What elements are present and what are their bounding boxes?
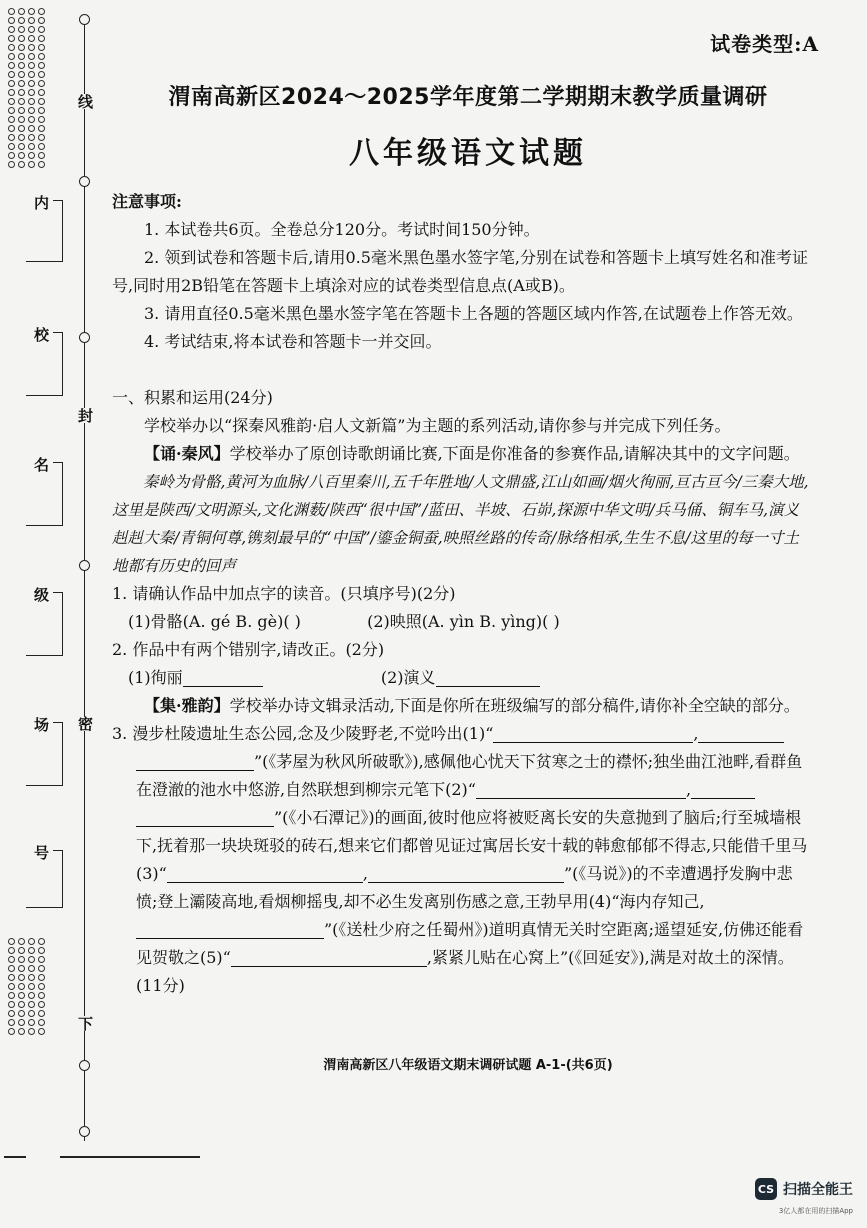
perforation-dot [18, 152, 25, 159]
perforation-dot [28, 35, 35, 42]
perforation-dot [18, 992, 25, 999]
task-tag: 【集·雅韵】 [144, 696, 230, 715]
question-3: 3. 漫步杜陵遗址生态公园,念及少陵野老,不觉吟出(1)“ , ”(《茅屋为秋风所破歌》),感佩他心忧天下贫寒之士的襟怀;独坐曲江池畔,看群鱼在澄澈的池水中悠游,自然联想到柳宗元笔下(2)“ , ”(《小石潭记》)的画面,彼时他应将被贬离长安的失意抛到了脑后;行至城墙根下,抚着那一块块斑驳的砖石,想来它们都曾见证过寓居长安十载的韩愈郁郁不得志,只能借千里马(3)“ , ”(《马说》)的不幸遭遇抒发胸中悲愤;登上灞陵高地,看烟柳摇曳,却不必生发离别伤感之意,王勃早用(4)“海内存知己,”(《送杜少府之任蜀州》)道明真情无关时空距离;遥望延安,仿佛还能看见贺敬之(5)“ ,紧紧儿贴在心窝上”(《回延安》),满是对故土的深情。(11分) [112, 724, 808, 995]
binding-strip: 线 封 密 下 内 校 名 级 场 号 [0, 0, 108, 1150]
perforation-dot [18, 974, 25, 981]
perforation-dot [8, 947, 15, 954]
perforation-dot [38, 53, 45, 60]
perforation-dot [18, 80, 25, 87]
binding-hole [79, 332, 90, 343]
perforation-dot [28, 992, 35, 999]
perforation-dot [8, 974, 15, 981]
perforation-dot [8, 26, 15, 33]
perforation-dot [8, 152, 15, 159]
answer-blank[interactable] [493, 724, 693, 743]
perforation-dot [28, 89, 35, 96]
notes-heading: 注意事项: [112, 192, 182, 211]
note-item: 1. 本试卷共6页。全卷总分120分。考试时间150分钟。 [144, 220, 540, 239]
q1-option-a: (1)骨骼(A. gé B. gè)( ) [128, 612, 301, 631]
perforation-dot [38, 44, 45, 51]
perforation-dot [18, 17, 25, 24]
answer-blank[interactable] [691, 780, 755, 799]
perforation-dot [28, 965, 35, 972]
perforation-dot [38, 152, 45, 159]
perforation-dot [8, 62, 15, 69]
binding-hole [79, 1126, 90, 1137]
perforation-dot [18, 143, 25, 150]
perforation-dot [38, 1001, 45, 1008]
question-2: 2. 作品中有两个错别字,请改正。(2分) [112, 640, 385, 659]
perforation-dot [18, 965, 25, 972]
perforation-dot [8, 1010, 15, 1017]
perforation-dot [18, 62, 25, 69]
perforation-dot [38, 116, 45, 123]
perforation-dot [18, 956, 25, 963]
answer-blank[interactable] [368, 864, 564, 883]
answer-blank[interactable] [476, 780, 686, 799]
exam-body [112, 188, 810, 1000]
perforation-dot [38, 71, 45, 78]
perforation-dot [18, 1010, 25, 1017]
perforation-dot [28, 1019, 35, 1026]
perforation-dot [28, 26, 35, 33]
perforation-dot [38, 938, 45, 945]
perforation-dot [8, 983, 15, 990]
scan-edge-marks [0, 1156, 210, 1159]
perforation-dot [8, 71, 15, 78]
section-intro: 学校举办以“探秦风雅韵·启人文新篇”为主题的系列活动,请你参与并完成下列任务。 [144, 416, 731, 435]
perforation-dot [28, 116, 35, 123]
perforation-dot [18, 1001, 25, 1008]
perforation-dot [18, 98, 25, 105]
perforation-dot [18, 35, 25, 42]
perforation-dots-bottom [8, 938, 47, 1035]
perforation-dot [8, 17, 15, 24]
perforation-dot [8, 956, 15, 963]
perforation-dot [8, 53, 15, 60]
answer-blank[interactable] [136, 752, 254, 771]
perforation-dot [38, 1010, 45, 1017]
answer-blank[interactable] [183, 668, 263, 687]
perforation-dot [38, 134, 45, 141]
task-recite: 【诵·秦风】学校举办了原创诗歌朗诵比赛,下面是你准备的参赛作品,请解决其中的文字问题。 [144, 444, 800, 463]
question-1-options [112, 608, 810, 636]
perforation-dot [28, 17, 35, 24]
perforation-dot [8, 8, 15, 15]
perforation-dot [18, 125, 25, 132]
exam-type-label: 试卷类型:A [710, 32, 819, 56]
perforation-dot [38, 965, 45, 972]
perforation-dot [8, 1028, 15, 1035]
perforation-dot [38, 107, 45, 114]
perforation-dots-top [8, 8, 47, 168]
binding-hole [79, 1060, 90, 1071]
section-heading: 一、积累和运用(24分) [112, 388, 273, 407]
exam-subtitle: 八年级语文试题 [349, 136, 587, 171]
perforation-dot [8, 134, 15, 141]
perforation-dot [28, 143, 35, 150]
perforation-dot [8, 116, 15, 123]
perforation-dot [18, 134, 25, 141]
perforation-dot [28, 974, 35, 981]
perforation-dot [18, 107, 25, 114]
perforation-dot [8, 965, 15, 972]
perforation-dot [18, 116, 25, 123]
perforation-dot [8, 80, 15, 87]
binding-hole [79, 560, 90, 571]
perforation-dot [8, 1001, 15, 1008]
perforation-dot [38, 80, 45, 87]
perforation-dot [8, 89, 15, 96]
perforation-dot [38, 1028, 45, 1035]
answer-blank[interactable] [698, 724, 784, 743]
exam-title: 渭南高新区2024～2025学年度第二学期期末教学质量调研 [168, 85, 768, 110]
watermark-name: 扫描全能王 [783, 1182, 853, 1198]
perforation-dot [38, 35, 45, 42]
poem-text: 秦岭为骨骼,黄河为血脉/八百里秦川,五千年胜地/人文鼎盛,江山如画/烟火徇丽,亘古亘今/三秦大地,这里是陕西/文明源头,文化渊薮/陕西“很中国”/蓝田、半坡、石峁,探源中华文明/兵马俑、铜车马,演义赳赳大秦/青铜何尊,镌刻最早的“中国”/鎏金铜蚕,映照丝路的传奇/脉络相承,生生不息/这里的每一寸土地都有历史的回声 [112, 473, 809, 575]
answer-blank[interactable] [167, 864, 363, 883]
perforation-dot [28, 44, 35, 51]
perforation-dot [38, 62, 45, 69]
perforation-dot [38, 983, 45, 990]
question-1: 1. 请确认作品中加点字的读音。(只填序号)(2分) [112, 584, 456, 603]
perforation-dot [38, 1019, 45, 1026]
binding-word-xian: 线 [76, 94, 94, 109]
perforation-dot [8, 44, 15, 51]
perforation-dot [38, 26, 45, 33]
task-tag: 【诵·秦风】 [144, 444, 230, 463]
scanner-watermark [755, 1178, 853, 1200]
perforation-dot [28, 134, 35, 141]
perforation-dot [38, 17, 45, 24]
perforation-dot [8, 143, 15, 150]
answer-blank[interactable] [231, 948, 427, 967]
perforation-dot [38, 974, 45, 981]
perforation-dot [18, 983, 25, 990]
perforation-dot [8, 938, 15, 945]
perforation-dot [38, 947, 45, 954]
perforation-dot [38, 125, 45, 132]
perforation-dot [28, 8, 35, 15]
perforation-dot [28, 161, 35, 168]
perforation-dot [18, 44, 25, 51]
perforation-dot [18, 947, 25, 954]
perforation-dot [28, 1001, 35, 1008]
perforation-dot [8, 992, 15, 999]
perforation-dot [28, 62, 35, 69]
binding-hole [79, 14, 90, 25]
perforation-dot [28, 53, 35, 60]
perforation-dot [38, 992, 45, 999]
perforation-dot [18, 26, 25, 33]
perforation-dot [38, 89, 45, 96]
perforation-dot [18, 1019, 25, 1026]
perforation-dot [28, 938, 35, 945]
perforation-dot [8, 35, 15, 42]
answer-blank[interactable] [436, 668, 540, 687]
perforation-dot [18, 938, 25, 945]
watermark-tagline: 3亿人都在用的扫描App [778, 1207, 853, 1215]
perforation-dot [38, 161, 45, 168]
perforation-dot [8, 1019, 15, 1026]
answer-blank[interactable] [136, 920, 324, 939]
task-collect: 【集·雅韵】学校举办诗文辑录活动,下面是你所在班级编写的部分稿件,请你补全空缺的部分。 [144, 696, 800, 715]
perforation-dot [8, 125, 15, 132]
page-footer: 渭南高新区八年级语文期末调研试题 A-1-(共6页) [323, 1058, 613, 1073]
answer-blank[interactable] [136, 808, 274, 827]
binding-word-feng: 封 [76, 408, 94, 423]
perforation-dot [18, 89, 25, 96]
note-item: 4. 考试结束,将本试卷和答题卡一并交回。 [144, 332, 442, 351]
binding-hole [79, 176, 90, 187]
perforation-dot [28, 947, 35, 954]
perforation-dot [38, 8, 45, 15]
camscanner-logo-icon: CS [755, 1178, 777, 1200]
perforation-dot [28, 71, 35, 78]
perforation-dot [28, 80, 35, 87]
perforation-dot [38, 143, 45, 150]
perforation-dot [38, 98, 45, 105]
perforation-dot [8, 161, 15, 168]
perforation-dot [18, 53, 25, 60]
perforation-dot [28, 152, 35, 159]
binding-word-mi: 密 [76, 716, 94, 731]
perforation-dot [18, 71, 25, 78]
perforation-dot [28, 956, 35, 963]
perforation-dot [28, 1010, 35, 1017]
perforation-dot [28, 98, 35, 105]
perforation-dot [8, 98, 15, 105]
perforation-dot [28, 125, 35, 132]
perforation-dot [8, 107, 15, 114]
note-item: 2. 领到试卷和答题卡后,请用0.5毫米黑色墨水签字笔,分别在试卷和答题卡上填写姓名和准考证号,同时用2B铅笔在答题卡上填涂对应的试卷类型信息点(A或B)。 [112, 248, 808, 295]
perforation-dot [28, 107, 35, 114]
binding-word-xia: 下 [76, 1016, 94, 1031]
perforation-dot [18, 161, 25, 168]
perforation-dot [28, 983, 35, 990]
perforation-dot [38, 956, 45, 963]
note-item: 3. 请用直径0.5毫米黑色墨水签字笔在答题卡上各题的答题区域内作答,在试题卷上作答无效。 [144, 304, 803, 323]
q1-option-b: (2)映照(A. yìn B. yìng)( ) [367, 612, 560, 631]
question-2-blanks: (1)徇丽 (2)演义 [112, 664, 810, 692]
perforation-dot [18, 1028, 25, 1035]
perforation-dot [18, 8, 25, 15]
perforation-dot [28, 1028, 35, 1035]
